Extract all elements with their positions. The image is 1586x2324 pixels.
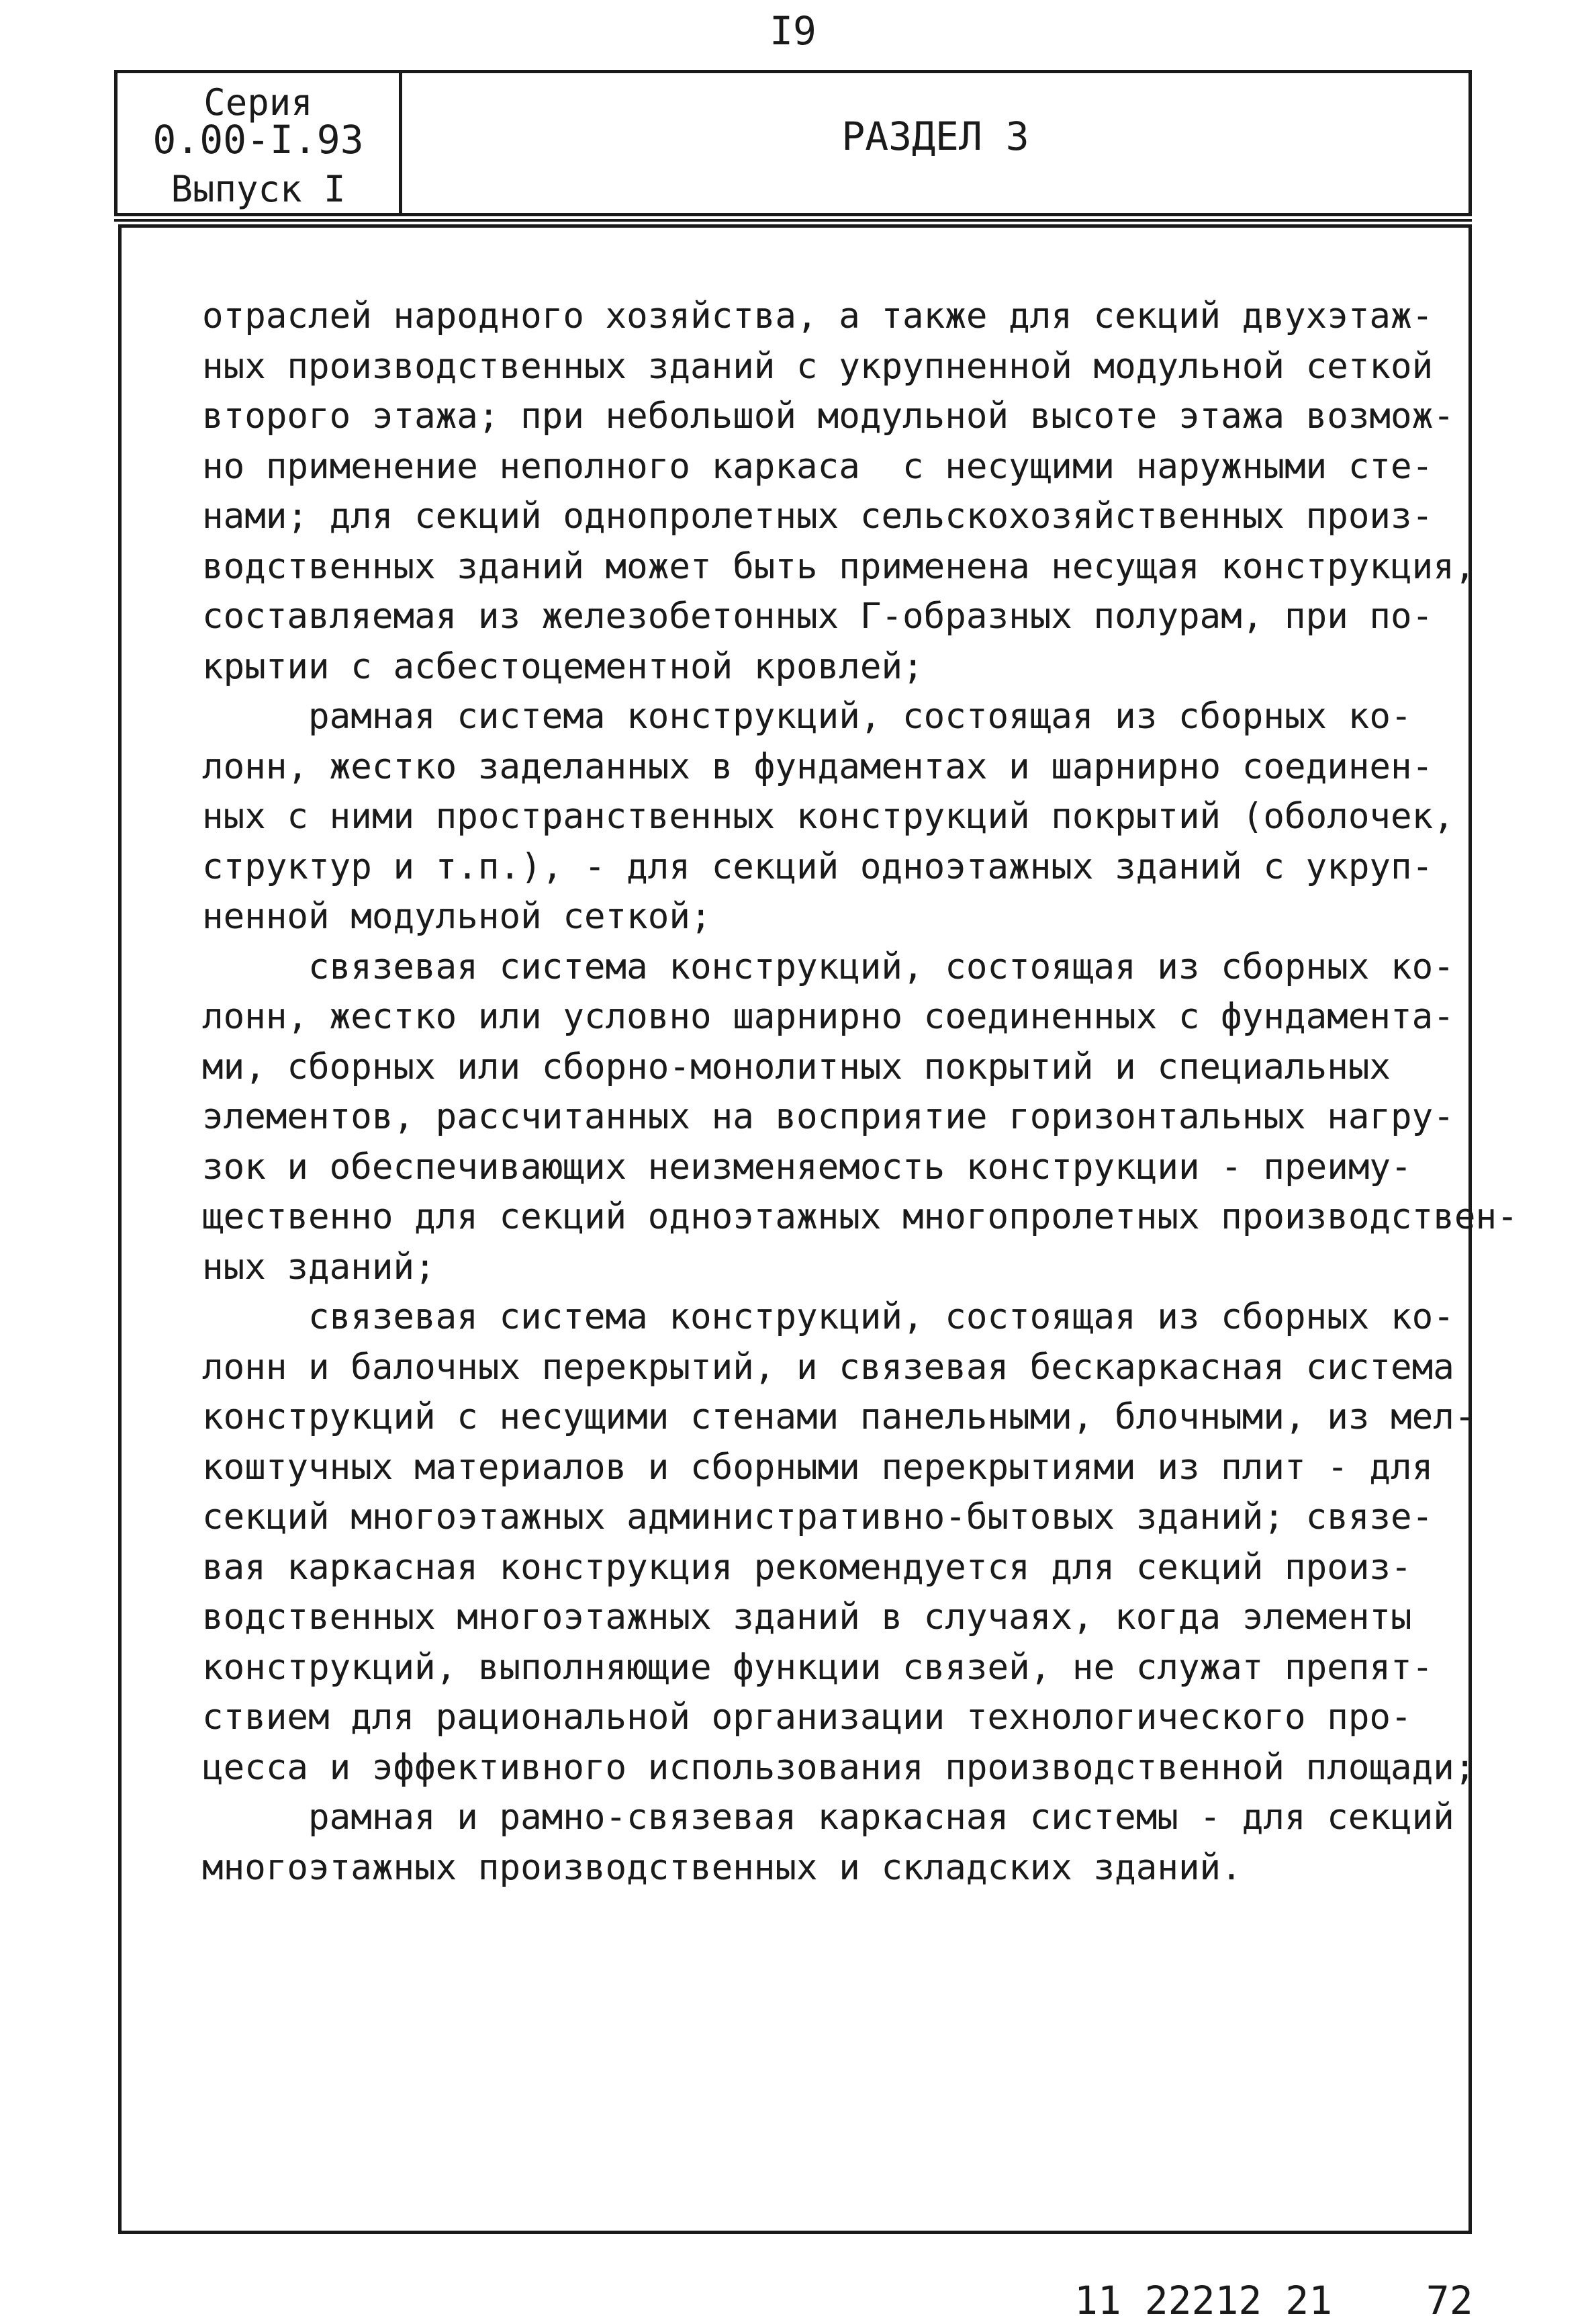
section-title: РАЗДЕЛ 3 xyxy=(841,114,1029,159)
text-line: лонн и балочных перекрытий, и связевая бескаркасная система xyxy=(202,1346,1454,1388)
text-line: водственных многоэтажных зданий в случаях, когда элементы xyxy=(202,1597,1412,1638)
text-line: ных с ними пространственных конструкций покрытий (оболочек, xyxy=(202,796,1454,837)
text-line: водственных зданий может быть применена несущая конструкция, xyxy=(202,545,1476,587)
page-number: I9 xyxy=(769,8,817,54)
text-line: цесса и эффективного использования производственной площади; xyxy=(202,1746,1476,1788)
text-line: щественно для секций одноэтажных многопролетных производствен- xyxy=(202,1196,1518,1237)
text-line: рамная система конструкций, состоящая из сборных ко- xyxy=(308,696,1412,737)
text-line: связевая система конструкций, состоящая из сборных ко- xyxy=(308,1296,1454,1337)
title-block xyxy=(114,70,1472,216)
text-line: многоэтажных производственных и складских зданий. xyxy=(202,1846,1242,1888)
text-line: структур и т.п.), - для секций одноэтажных зданий с укруп- xyxy=(202,846,1434,887)
issue-label: Выпуск I xyxy=(171,168,346,210)
text-line: составляемая из железобетонных Г-образных полурам, при по- xyxy=(202,596,1434,637)
text-line: связевая система конструкций, состоящая из сборных ко- xyxy=(308,946,1454,987)
text-line: второго этажа; при небольшой модульной высоте этажа возмож- xyxy=(202,396,1454,437)
text-line: ненной модульной сеткой; xyxy=(202,896,712,937)
text-line: лонн, жестко или условно шарнирно соединенных с фундамента- xyxy=(202,996,1454,1037)
text-line: конструкций с несущими стенами панельными, блочными, из мел- xyxy=(202,1396,1476,1437)
text-line: ствием для рациональной организации технологического про- xyxy=(202,1697,1412,1738)
text-line: но применение неполного каркаса с несущими наружными сте- xyxy=(202,445,1434,487)
text-line: коштучных материалов и сборными перекрытиями из плит - для xyxy=(202,1446,1434,1488)
series-cell xyxy=(118,73,402,213)
text-line: ми, сборных или сборно-монолитных покрытий и специальных xyxy=(202,1046,1391,1087)
text-line: лонн, жестко заделанных в фундаментах и шарнирно соединен- xyxy=(202,746,1434,787)
text-line: элементов, рассчитанных на восприятие горизонтальных нагру- xyxy=(202,1096,1454,1137)
text-line: нами; для секций однопролетных сельскохозяйственных произ- xyxy=(202,496,1434,537)
series-code: 0.00-I.93 xyxy=(152,117,364,163)
text-line: ных зданий; xyxy=(202,1246,436,1288)
series-label: Серия xyxy=(203,81,313,124)
text-line: крытии с асбестоцементной кровлей; xyxy=(202,645,924,687)
content-frame xyxy=(118,224,1518,2234)
text-line: вая каркасная конструкция рекомендуется для секций произ- xyxy=(202,1546,1412,1588)
text-line: рамная и рамно-связевая каркасная системы - для секций xyxy=(308,1797,1454,1838)
text-line: зок и обеспечивающих неизменяемость конструкции - преиму- xyxy=(202,1146,1412,1188)
text-line: отраслей народного хозяйства, а также для секций двухэтаж- xyxy=(202,296,1434,337)
footer-code: 11 22212 21 72 xyxy=(1074,2278,1473,2323)
text-line: конструкций, выполняющие функции связей, не служат препят- xyxy=(202,1646,1434,1688)
text-line: ных производственных зданий с укрупненной модульной сеткой xyxy=(202,345,1434,387)
body-text xyxy=(202,292,1518,1893)
text-line: секций многоэтажных административно-бытовых зданий; связе- xyxy=(202,1496,1434,1537)
